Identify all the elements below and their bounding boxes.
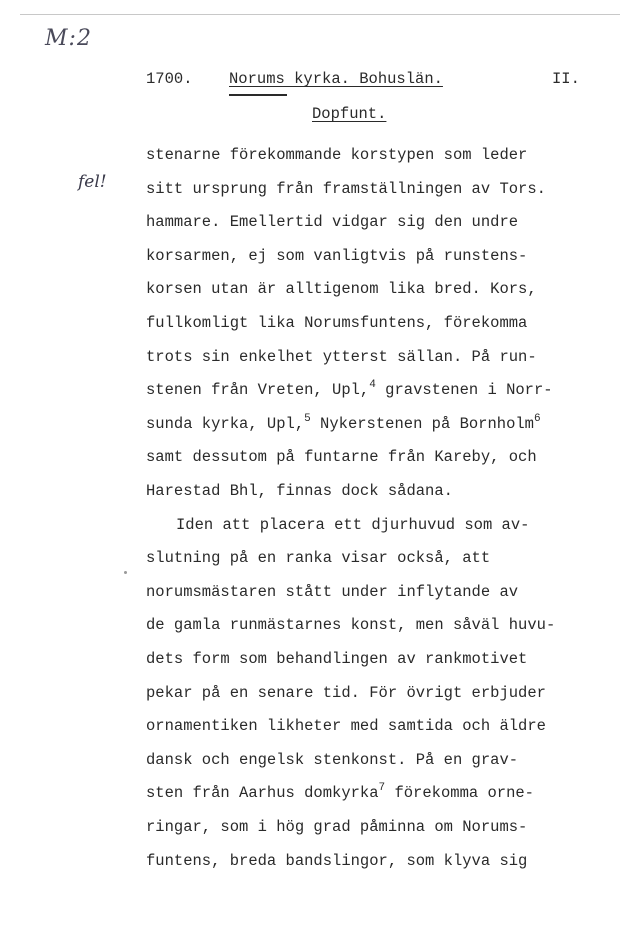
header-year: 1700. [146,70,193,88]
body-line-text: slutning på en ranka visar också, att [146,549,491,568]
body-line [146,750,519,769]
body-line-text: dansk och engelsk stenkonst. På en grav- [146,750,519,769]
archive-mark: M:2 [45,26,92,51]
body-line-text: ringar, som i hög grad påminna om Norums- [146,818,528,836]
body-line-text: korsen utan är alltigenom lika bred. Kors, [146,280,537,299]
body-line [146,484,453,500]
paper-speck [124,571,127,574]
body-line-text: samt dessutom på funtarne från Kareby, och [146,448,537,467]
header-page-number: II. [552,70,580,88]
body-line-text: fullkomligt lika Norumsfuntens, förekomma [146,314,528,332]
body-line-text: sitt ursprung från framställningen av Tors. [146,179,546,198]
body-line-text: de gamla runmästarnes konst, men såväl huvu- [146,616,556,635]
body-line [146,379,553,400]
body-line [146,246,528,265]
page-top-edge [20,14,620,15]
body-line-text: sten från Aarhus domkyrka [146,784,379,803]
body-line-text: stenen från Vreten, Upl, [146,381,370,400]
body-line [146,683,546,702]
body-line-text: ornamentiken likheter med samtida och äldre [146,717,546,736]
body-line-text: Iden att placera ett djurhuvud som av- [176,515,530,534]
body-line [146,450,537,466]
body-line [146,412,541,433]
body-line [146,316,527,332]
body-line-text: Harestad Bhl, finnas dock sådana. [146,482,453,500]
body-line [146,148,527,164]
body-line-text-cont: gravstenen i Norr- [375,381,553,400]
body-line-text: korsarmen, ej som vanligtvis på runstens- [146,246,528,265]
margin-note: fel! [78,172,107,192]
body-line [146,347,537,366]
body-line-text: dets form som behandlingen av rankmotivet [146,650,528,668]
body-line [146,282,537,298]
body-line [146,215,518,231]
body-line [146,820,527,836]
body-line-text: stenarne förekommande korstypen som leder [146,146,528,164]
body-line [146,719,546,735]
body-line [146,618,555,634]
body-line-text-cont: Nykerstenen på Bornholm [310,414,534,433]
body-line-text-cont: förekomma orne- [385,784,534,803]
body-line [146,551,490,567]
body-line [146,652,527,668]
footnote-ref: 5 [304,412,311,425]
footnote-ref: 4 [369,379,376,392]
body-line-text: sunda kyrka, Upl, [146,414,305,433]
body-line [146,179,546,198]
body-line [146,782,534,803]
body-line [146,851,528,870]
body-line [146,582,519,601]
footnote-ref: 7 [378,782,386,795]
body-line-text: hammare. Emellertid vidgar sig den undre [146,213,519,232]
header-title: Norums kyrka. Bohuslän. [229,70,443,88]
body-line-text: trots sin enkelhet ytterst sällan. På run- [146,347,537,366]
body-line-text: funtens, breda bandslingor, som klyva sig [146,851,528,870]
section-subtitle: Dopfunt. [312,105,387,123]
header-title-double-underline [229,94,287,96]
body-line-text: norumsmästaren stått under inflytande av [146,582,519,601]
body-line [176,515,530,534]
body-line-text: pekar på en senare tid. För övrigt erbjuder [146,683,546,702]
footnote-ref: 6 [534,412,541,425]
